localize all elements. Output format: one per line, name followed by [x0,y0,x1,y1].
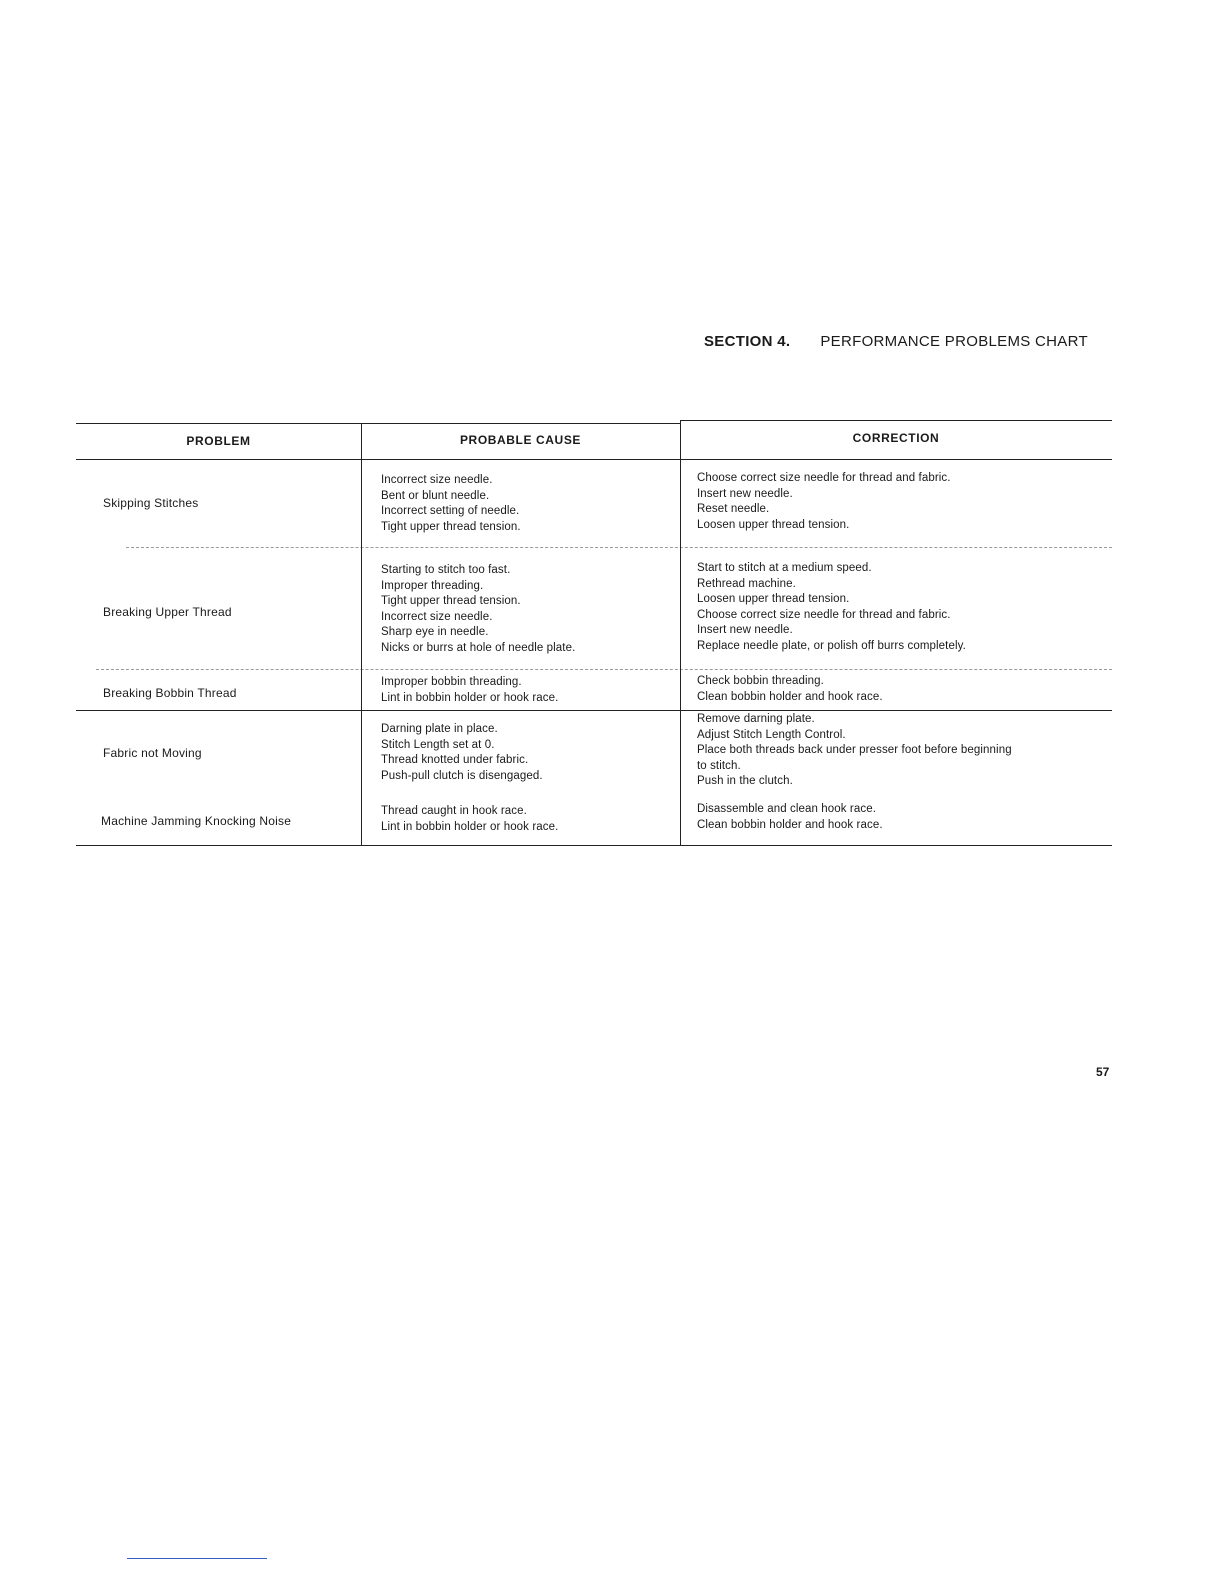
correction-item: Loosen upper thread tension. [697,518,850,531]
correction-item: Adjust Stitch Length Control. [697,728,846,741]
problem-skipping-stitches: Skipping Stitches [103,496,199,510]
header-bottom-rule [76,459,1112,460]
correction-item: Choose correct size needle for thread and fabric. [697,608,951,621]
correction-list [697,802,883,833]
correction-item: Push in the clutch. [697,775,793,788]
correction-item: Place both threads back under presser foot before beginning [697,744,1012,757]
correction-item: Disassemble and clean hook race. [697,803,876,815]
cause-item: Push-pull clutch is disengaged. [381,769,543,782]
correction-item: Reset needle. [697,503,770,516]
cause-item: Stitch Length set at 0. [381,738,495,751]
cause-list [381,563,575,657]
correction-item: Choose correct size needle for thread and fabric. [697,472,951,484]
cause-list [381,722,543,784]
footer-rule [127,1558,267,1559]
table-top-rule-left [76,423,680,424]
correction-item: Replace needle plate, or polish off burrs completely. [697,639,966,652]
header-probable-cause: PROBABLE CAUSE [459,433,582,447]
problem-machine-jamming: Machine Jamming Knocking Noise [101,814,292,828]
cause-item: Tight upper thread tension. [381,520,521,533]
row-divider-3 [76,710,1112,711]
correction-list [697,712,1012,790]
table-top-rule [680,420,1112,421]
cause-list [381,473,521,535]
section-title: PERFORMANCE PROBLEMS CHART [820,333,1088,350]
correction-list [697,674,883,705]
correction-item: Remove darning plate. [697,713,815,725]
column-divider-2 [680,420,681,846]
correction-item: Insert new needle. [697,624,793,637]
header-correction: CORRECTION [852,431,940,445]
problem-breaking-upper-thread: Breaking Upper Thread [103,605,232,619]
cause-item: Nicks or burrs at hole of needle plate. [381,641,576,654]
correction-list [697,561,966,655]
cause-item: Improper bobbin threading. [381,676,522,688]
correction-item: Insert new needle. [697,487,793,500]
cause-item: Improper threading. [381,579,484,592]
problem-breaking-bobbin-thread: Breaking Bobbin Thread [103,686,237,700]
cause-item: Sharp eye in needle. [381,626,489,639]
cause-item: Lint in bobbin holder or hook race. [381,820,559,833]
header-problem: PROBLEM [186,434,251,448]
table-bottom-rule [76,845,1112,846]
cause-item: Starting to stitch too fast. [381,564,511,576]
cause-item: Bent or blunt needle. [381,489,490,502]
correction-item: Clean bobbin holder and hook race. [697,690,883,703]
row-divider-1 [126,547,1112,548]
section-heading [704,333,1088,350]
page-number: 57 [1096,1065,1110,1079]
correction-item: to stitch. [697,759,741,772]
cause-list [381,804,558,835]
correction-item: Start to stitch at a medium speed. [697,562,872,574]
cause-item: Tight upper thread tension. [381,595,521,608]
cause-item: Incorrect setting of needle. [381,505,520,518]
cause-item: Incorrect size needle. [381,610,493,623]
correction-item: Check bobbin threading. [697,675,824,687]
performance-problems-chart [76,420,1112,846]
cause-list [381,675,558,706]
correction-item: Loosen upper thread tension. [697,593,850,606]
problem-fabric-not-moving: Fabric not Moving [103,746,202,760]
row-divider-2 [96,669,1112,670]
cause-item: Thread caught in hook race. [381,805,527,817]
correction-item: Rethread machine. [697,577,796,590]
correction-item: Clean bobbin holder and hook race. [697,818,883,831]
cause-item: Thread knotted under fabric. [381,754,529,767]
column-divider-1 [361,423,362,846]
cause-item: Incorrect size needle. [381,474,493,486]
section-label: SECTION 4. [704,333,791,350]
cause-item: Lint in bobbin holder or hook race. [381,691,559,704]
correction-list [697,471,951,533]
cause-item: Darning plate in place. [381,723,498,735]
